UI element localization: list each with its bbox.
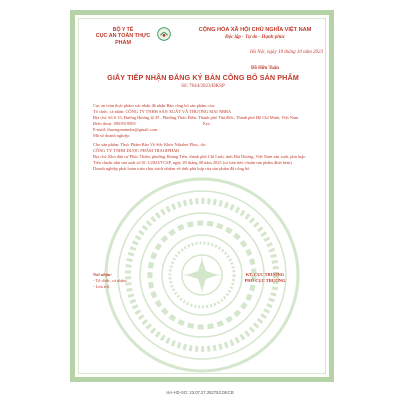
document-number: Số: 7644/2023/ĐKSP <box>181 84 225 89</box>
phone-line: Điện thoại: 0903919905 <box>93 121 136 127</box>
signature-title-line2: PHÓ CỤC TRƯỞNG <box>244 278 286 284</box>
signature-title-block <box>213 272 317 284</box>
recipients-block <box>93 272 183 290</box>
organization-line: Tổ chức, cá nhân: CÔNG TY TNHH SẢN XUẤT VÀ THƯƠNG MẠI NBBA <box>93 109 232 115</box>
national-header-block <box>185 27 325 41</box>
signature-title-line1: KT. CỤC TRƯỞNG <box>245 272 285 277</box>
republic-name: CỘNG HÒA XÃ HỘI CHỦ NGHĨA VIỆT NAM <box>198 27 312 33</box>
recipient-item: - Tổ chức, cá nhân; <box>93 278 127 284</box>
national-motto: Độc lập - Tự do - Hạnh phúc <box>224 35 286 40</box>
manufacturer-address: Địa chỉ: Khu dân cư Phúc Thiên, phường Hoàng Tiến, thành phố Chí Linh, tỉnh Hải Dương, Việt Nam sản xuất, phù hợp: <box>93 153 306 159</box>
business-code-line: Mã số doanh nghiệp: <box>93 133 130 139</box>
document-body <box>93 103 317 172</box>
issuing-agency-block <box>89 27 157 47</box>
intro-text: Cục an toàn thực phẩm xác nhận đã nhận Bản công bố sản phẩm của: <box>93 103 215 108</box>
agency-name: CỤC AN TOÀN THỰC PHẨM <box>95 33 151 46</box>
issue-date: Hà Nội, ngày 19 tháng 10 năm 2023 <box>249 50 323 55</box>
organization-address: Địa chỉ: Số 6 15, Đường Hương lộ 35 , Phường Thảo Điền, Thành phố Thủ Đức, Thành phố Hồ Chí Minh, Việt Nam <box>93 115 299 121</box>
manufacturer-name: CÔNG TY TNHH DƯỢC PHẨM TRAOIPHAR <box>93 147 180 153</box>
recipients-heading: Nơi nhận: <box>93 272 112 277</box>
product-line: Cho sản phẩm: Thực Phẩm Bảo Vệ Sức Khỏe Nibabet Plus;, do: <box>93 141 207 147</box>
fax-line: Fax: <box>203 121 211 127</box>
recipient-item: - Lưu trữ. <box>93 284 111 290</box>
standard-line: Tiêu chuẩn nhà sản xuất số 01.1/2023/TCSP, ngày 28 tháng 08 năm 2023 (có bản tiêu chuẩn sản phẩm đính kèm) <box>93 159 292 165</box>
signer-name: Đỗ Hữu Tuấn <box>251 66 279 71</box>
footer-code: HA-HD-SO: 23.07.27.282753.DKCB <box>166 390 234 395</box>
certificate-document <box>70 10 334 382</box>
signature-section <box>93 272 317 332</box>
email-line: E-mail: thuongmainnba@gmail.com <box>93 127 158 133</box>
responsibility-line: Doanh nghiệp phải hoàn toàn chịu trách nhiệm về tính phù hợp của sản phẩm đã công bố. <box>93 165 251 171</box>
document-title: GIẤY TIẾP NHẬN ĐĂNG KÝ BẢN CÔNG BỐ SẢN PHẨM <box>107 73 299 82</box>
agency-logo-icon <box>157 27 171 41</box>
ministry-name: BỘ Y TẾ <box>112 27 134 33</box>
